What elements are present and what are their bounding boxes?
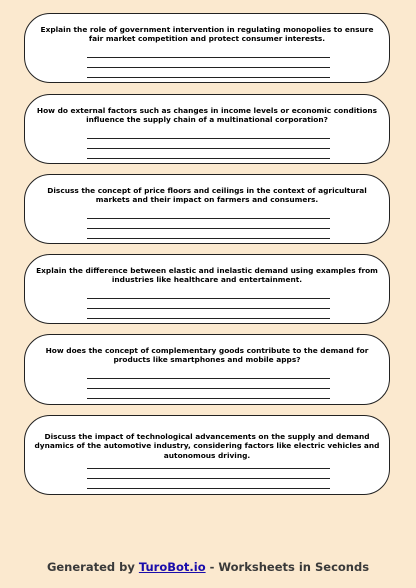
question-text: Explain the difference between elastic and inelastic demand using examples from industries like healthcare and entertainment. <box>36 266 378 285</box>
answer-line[interactable] <box>87 218 330 219</box>
question-text: How does the concept of complementary goods contribute to the demand for products like smartphones and mobile apps? <box>45 346 369 365</box>
answer-line[interactable] <box>87 488 330 489</box>
question-card-4 <box>24 254 390 324</box>
answer-lines <box>87 57 330 78</box>
answer-line[interactable] <box>87 308 330 309</box>
answer-line[interactable] <box>87 148 330 149</box>
question-card-1 <box>24 13 390 83</box>
question-card-3 <box>24 174 390 244</box>
question-card-5 <box>24 334 390 405</box>
answer-line[interactable] <box>87 77 330 78</box>
footer-prefix: Generated by <box>46 560 135 574</box>
answer-lines <box>87 468 330 489</box>
answer-lines <box>87 298 330 319</box>
question-text: Discuss the concept of price floors and ceilings in the context of agricultural markets and their impact on farmers and consumers. <box>47 186 367 205</box>
answer-line[interactable] <box>87 138 330 139</box>
answer-line[interactable] <box>87 478 330 479</box>
answer-line[interactable] <box>87 67 330 68</box>
question-card-6 <box>24 415 390 495</box>
footer <box>0 560 416 574</box>
answer-line[interactable] <box>87 468 330 469</box>
answer-line[interactable] <box>87 228 330 229</box>
answer-lines <box>87 218 330 239</box>
answer-line[interactable] <box>87 398 330 399</box>
answer-line[interactable] <box>87 388 330 389</box>
answer-lines <box>87 138 330 159</box>
question-text: Explain the role of government intervention in regulating monopolies to ensure fair market competition and protect consumer interests. <box>40 25 374 44</box>
answer-line[interactable] <box>87 318 330 319</box>
turobot-link[interactable]: TuroBot.io <box>138 560 206 574</box>
answer-line[interactable] <box>87 238 330 239</box>
answer-lines <box>87 378 330 399</box>
question-text: Discuss the impact of technological advancements on the supply and demand dynamics of the automotive industry, considering factors like electric vehicles and autonomous driving. <box>34 432 380 460</box>
answer-line[interactable] <box>87 378 330 379</box>
answer-line[interactable] <box>87 298 330 299</box>
footer-suffix: - Worksheets in Seconds <box>209 560 370 574</box>
question-text: How do external factors such as changes in income levels or economic conditions influence the supply chain of a multinational corporation? <box>36 106 378 125</box>
answer-line[interactable] <box>87 158 330 159</box>
answer-line[interactable] <box>87 57 330 58</box>
question-card-2 <box>24 94 390 164</box>
